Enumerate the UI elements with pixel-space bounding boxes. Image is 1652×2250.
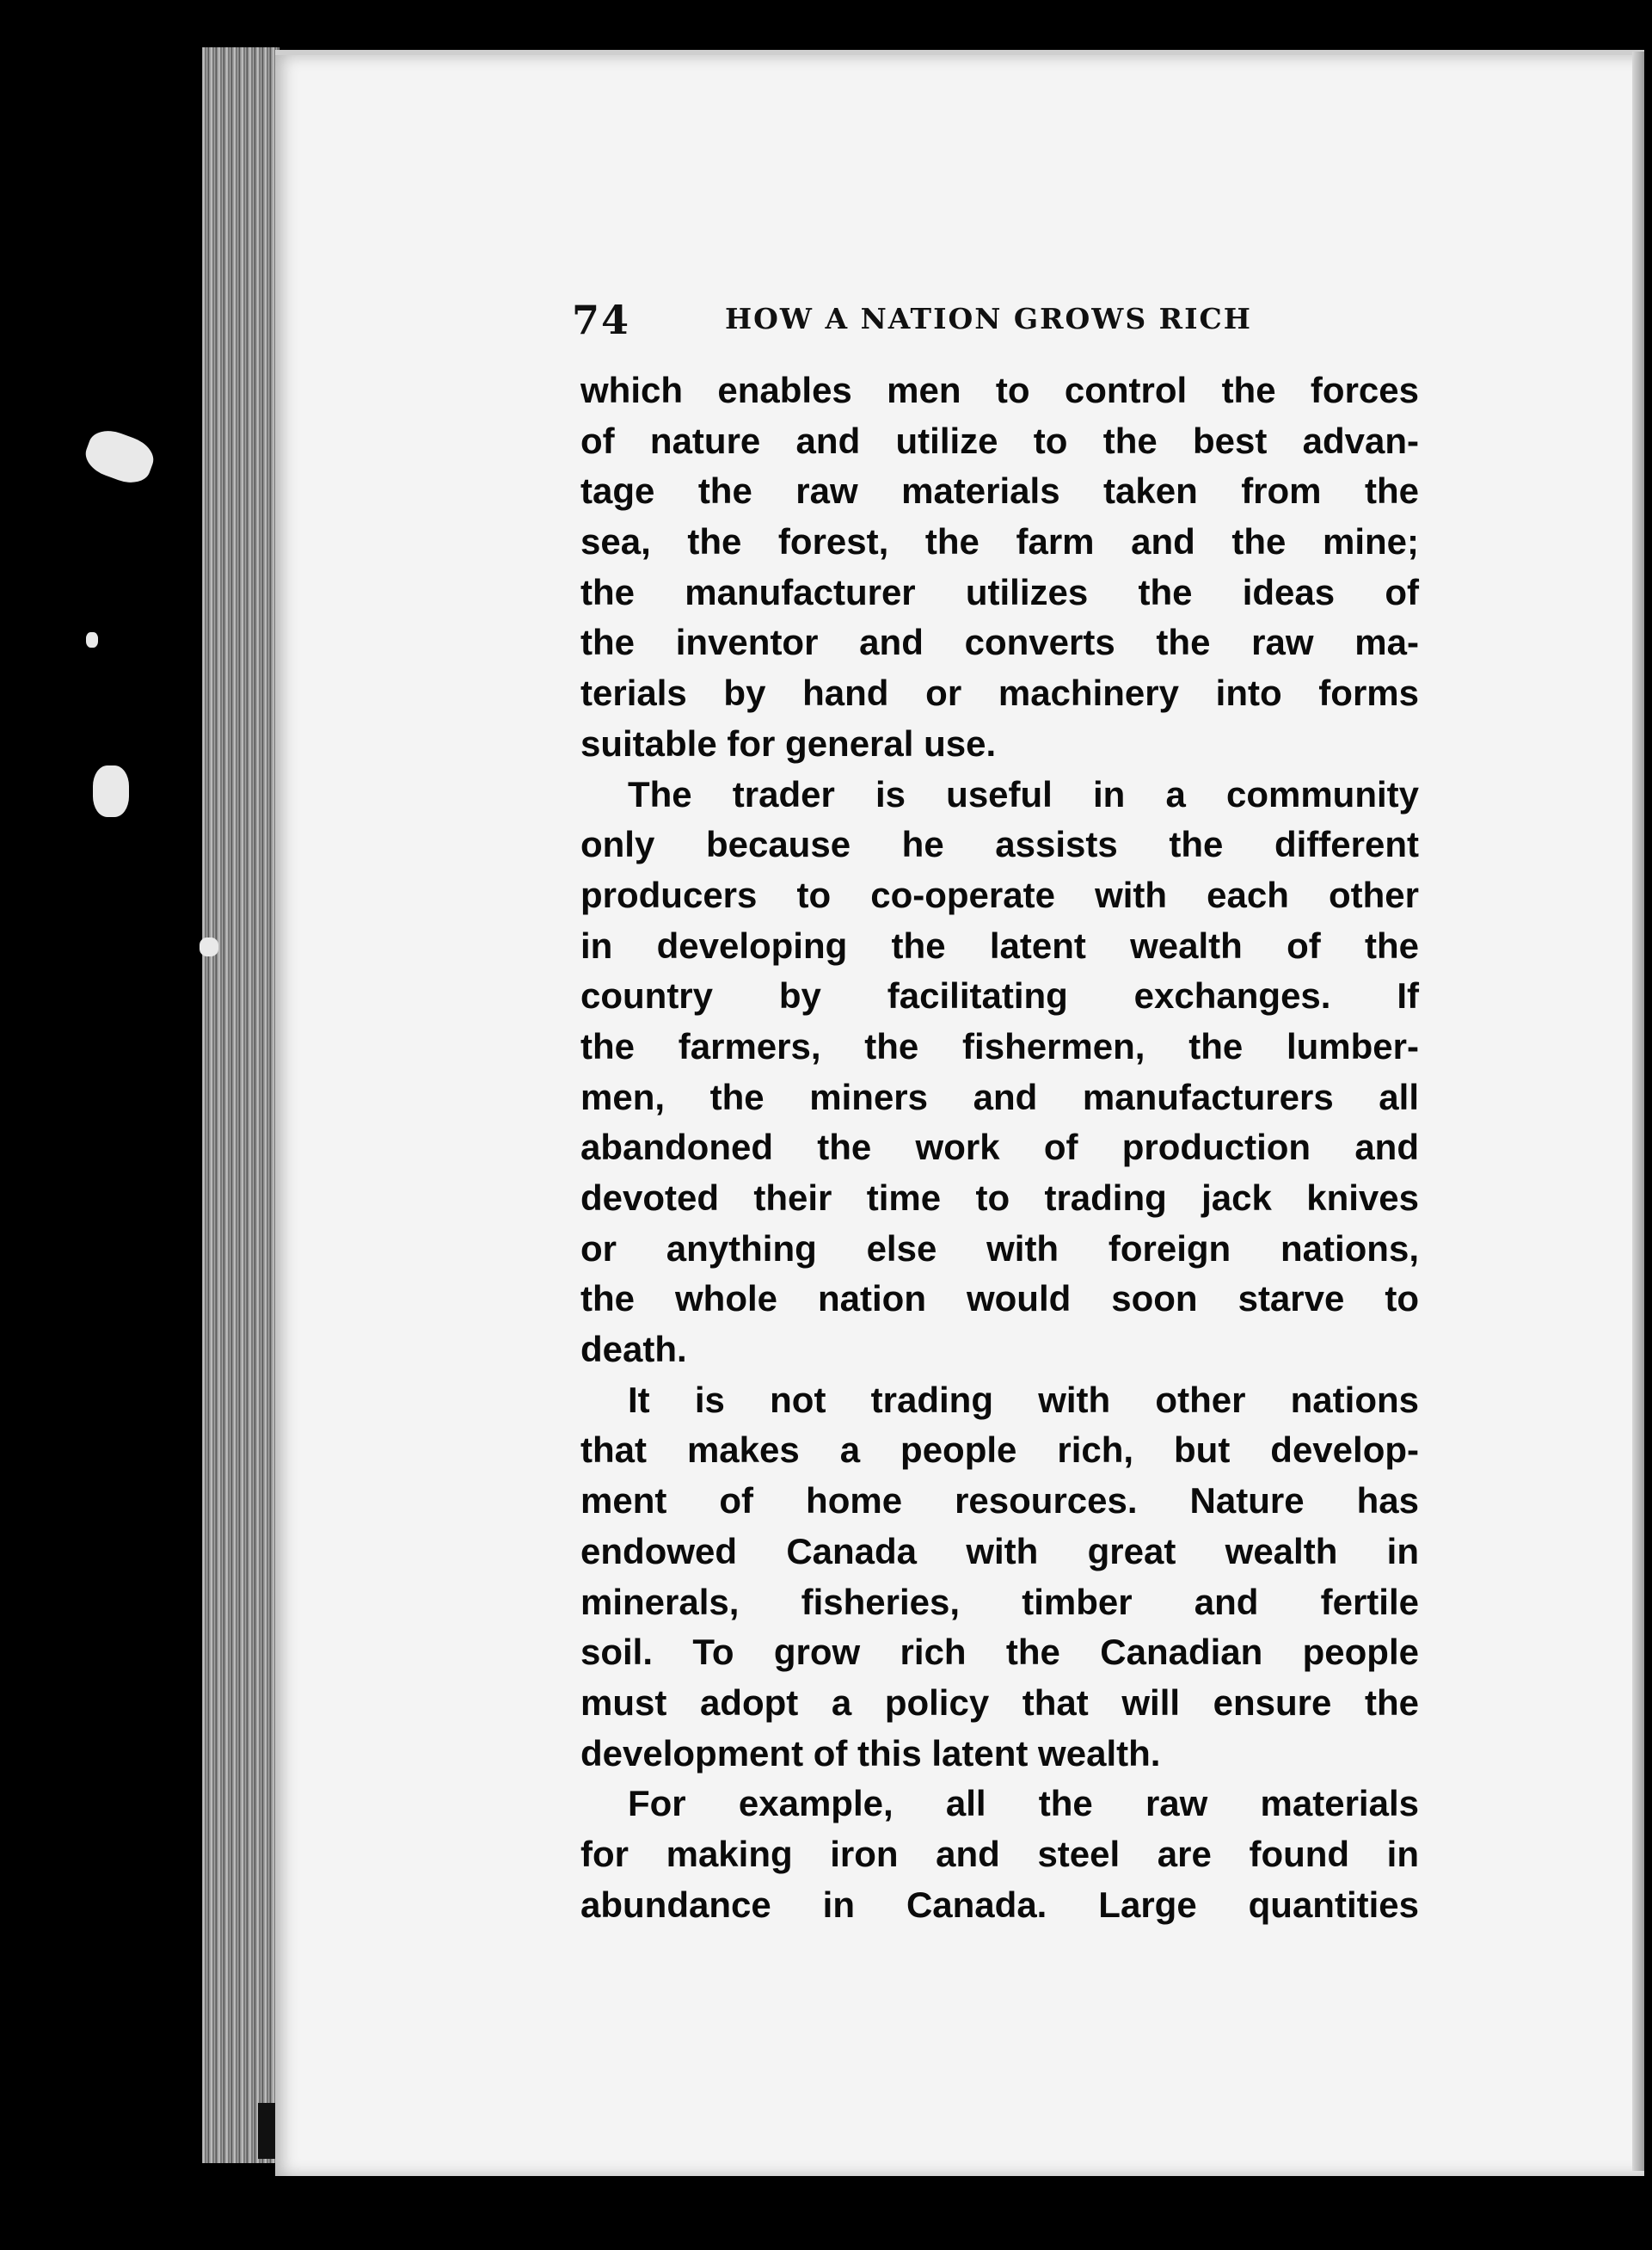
- text-line: country by facilitating exchanges. If: [580, 975, 1419, 1017]
- text-line: abundance in Canada. Large quantities: [580, 1884, 1419, 1925]
- running-head: [572, 297, 1432, 357]
- margin-speck: [200, 938, 218, 956]
- text-line: or anything else with foreign nations,: [580, 1227, 1419, 1269]
- margin-speck: [86, 632, 98, 648]
- book-page-edges: [202, 47, 279, 2163]
- text-line: development of this latent wealth.: [580, 1732, 1161, 1774]
- text-line: in developing the latent wealth of the: [580, 925, 1419, 966]
- running-title: HOW A NATION GROWS RICH: [725, 302, 1252, 335]
- text-line: The trader is useful in a community: [628, 773, 1419, 815]
- text-line: minerals, fisheries, timber and fertile: [580, 1581, 1419, 1622]
- text-line: men, the miners and manufacturers all: [580, 1076, 1419, 1117]
- page-right-edge: [1632, 52, 1644, 2171]
- text-line: abandoned the work of production and: [580, 1127, 1419, 1168]
- text-line: that makes a people rich, but develop-: [580, 1429, 1419, 1471]
- text-line: for making iron and steel are found in: [580, 1833, 1419, 1874]
- text-line: soil. To grow rich the Canadian people: [580, 1632, 1419, 1673]
- text-line: For example, all the raw materials: [628, 1783, 1419, 1824]
- text-line: death.: [580, 1329, 687, 1370]
- text-line: It is not trading with other nations: [628, 1379, 1419, 1420]
- text-line: endowed Canada with great wealth in: [580, 1530, 1419, 1571]
- margin-speck: [80, 424, 158, 489]
- text-line: ment of home resources. Nature has: [580, 1480, 1419, 1522]
- text-line: the inventor and converts the raw ma-: [580, 622, 1419, 663]
- page-number: 74: [572, 297, 631, 343]
- margin-speck: [93, 765, 129, 817]
- text-line: sea, the forest, the farm and the mine;: [580, 521, 1419, 562]
- text-line: tage the raw materials taken from the: [580, 470, 1419, 512]
- text-line: which enables men to control the forces: [580, 370, 1419, 410]
- text-line: the whole nation would soon starve to: [580, 1278, 1419, 1319]
- body-text: [580, 366, 1419, 1930]
- text-line: only because he assists the different: [580, 824, 1419, 865]
- text-line: of nature and utilize to the best advan-: [580, 420, 1419, 461]
- text-line: the farmers, the fishermen, the lumber-: [580, 1025, 1419, 1067]
- text-line: suitable for general use.: [580, 722, 997, 764]
- text-line: terials by hand or machinery into forms: [580, 673, 1419, 714]
- text-line: the manufacturer utilizes the ideas of: [580, 571, 1419, 612]
- text-line: devoted their time to trading jack knives: [580, 1177, 1419, 1218]
- text-line: must adopt a policy that will ensure the: [580, 1681, 1419, 1723]
- text-line: producers to co-operate with each other: [580, 874, 1419, 915]
